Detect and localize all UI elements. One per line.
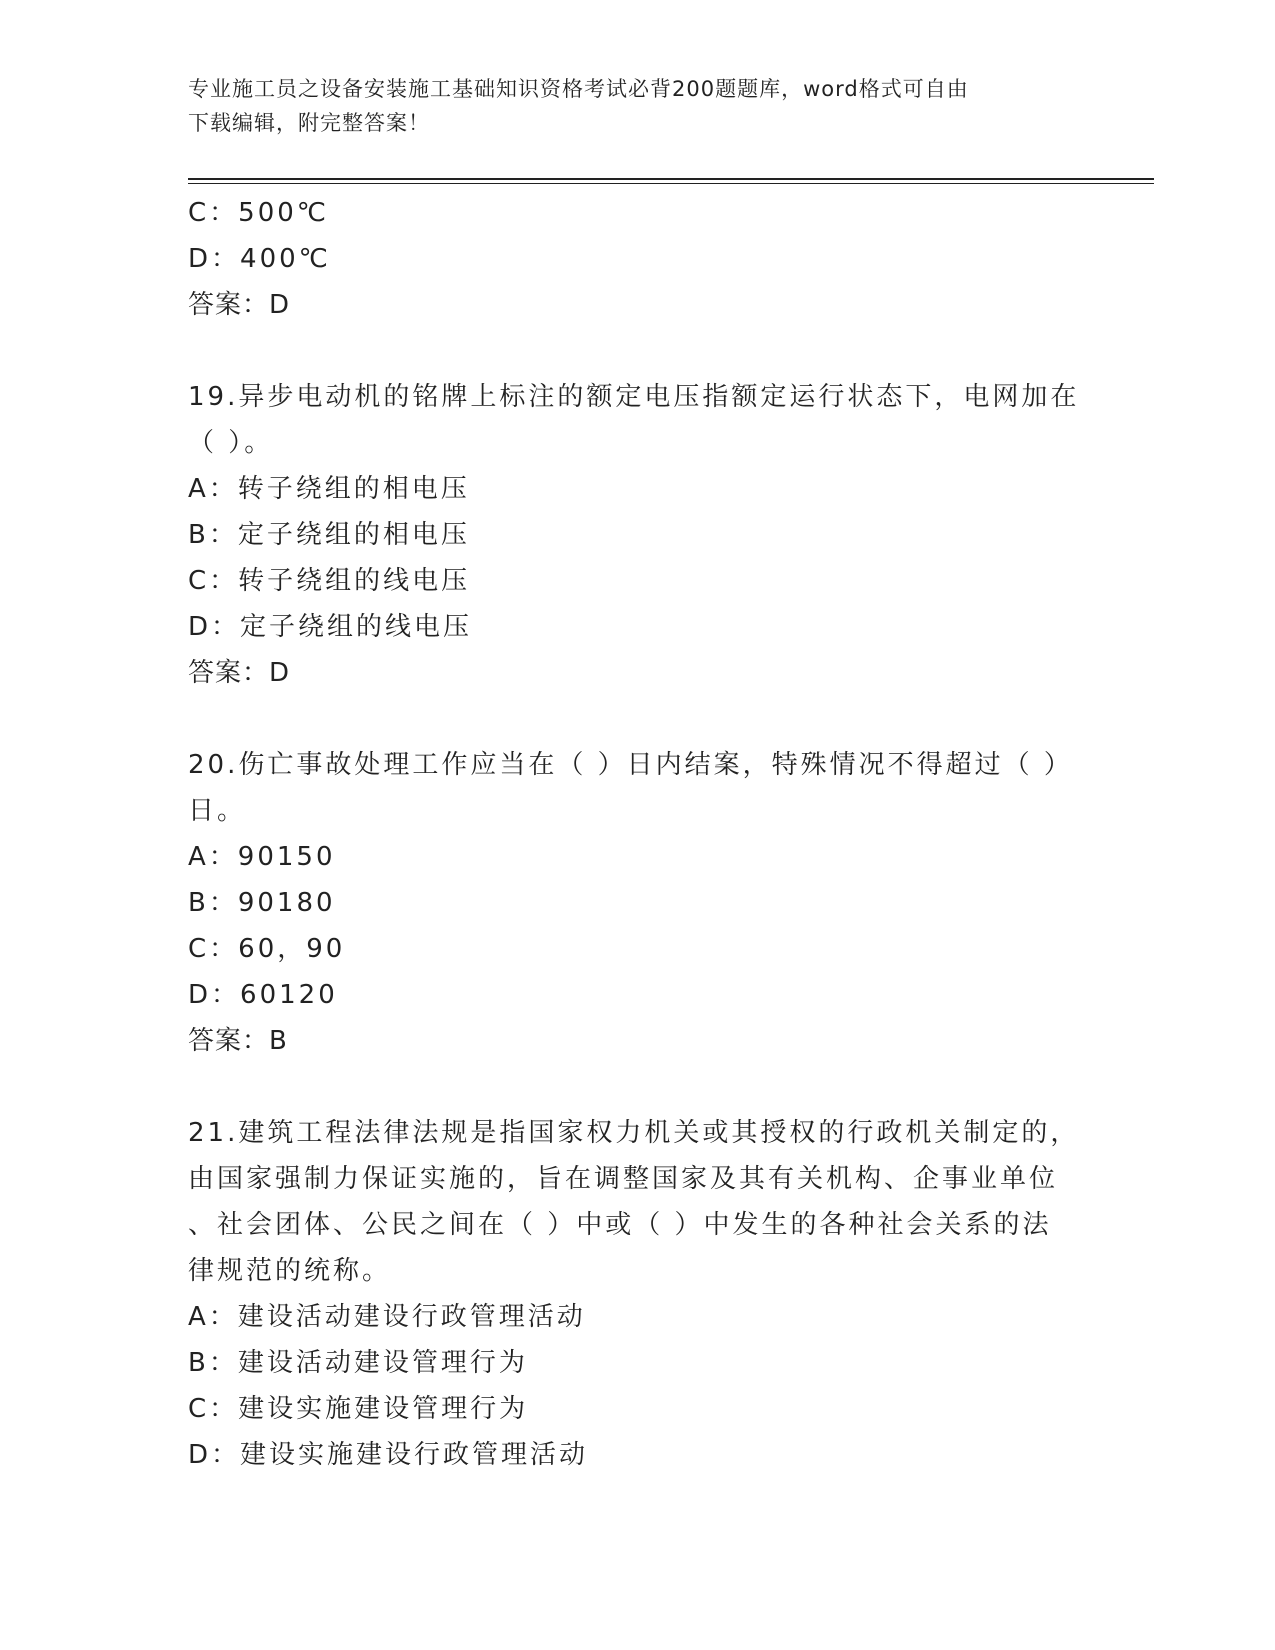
option-c: C：500℃ xyxy=(188,198,329,228)
question-text-line: 由国家强制力保证实施的，旨在调整国家及其有关机构、企事业单位 xyxy=(188,1164,1059,1194)
spacer xyxy=(188,328,1088,374)
option-b: B：建设活动建设管理行为 xyxy=(188,1348,528,1378)
question-text-line: 21.建筑工程法律法规是指国家权力机关或其授权的行政机关制定的， xyxy=(188,1118,1080,1148)
question-19 xyxy=(188,374,1088,696)
header-divider-thin xyxy=(188,183,1154,184)
option-a: A：转子绕组的相电压 xyxy=(188,474,470,504)
option-d: D：定子绕组的线电压 xyxy=(188,612,473,642)
option-a: A：建设活动建设行政管理活动 xyxy=(188,1302,586,1332)
option-d: D：400℃ xyxy=(188,244,331,274)
option-c: C：60，90 xyxy=(188,934,346,964)
option-d: D：建设实施建设行政管理活动 xyxy=(188,1440,589,1470)
option-c: C：转子绕组的线电压 xyxy=(188,566,471,596)
answer: 答案：B xyxy=(188,1026,288,1056)
option-d: D：60120 xyxy=(188,980,338,1010)
question-text-line: 律规范的统称。 xyxy=(188,1256,392,1286)
option-b: B：定子绕组的相电压 xyxy=(188,520,470,550)
question-text-line: 日。 xyxy=(188,796,247,826)
answer: 答案：D xyxy=(188,658,291,688)
question-text-line: 20.伤亡事故处理工作应当在（ ）日内结案，特殊情况不得超过（ ） xyxy=(188,750,1073,780)
option-b: B：90180 xyxy=(188,888,336,918)
document-content xyxy=(188,190,1088,1478)
document-header xyxy=(188,72,1088,140)
question-20 xyxy=(188,742,1088,1064)
question-text-line: 、社会团体、公民之间在（ ）中或（ ）中发生的各种社会关系的法 xyxy=(188,1210,1052,1240)
spacer xyxy=(188,1064,1088,1110)
header-line-2: 下载编辑，附完整答案！ xyxy=(188,111,430,135)
header-divider-thick xyxy=(188,178,1154,180)
answer: 答案：D xyxy=(188,290,291,320)
question-18-tail xyxy=(188,190,1088,328)
option-c: C：建设实施建设管理行为 xyxy=(188,1394,529,1424)
option-a: A：90150 xyxy=(188,842,336,872)
question-21 xyxy=(188,1110,1088,1478)
spacer xyxy=(188,696,1088,742)
question-text-line: （ ）。 xyxy=(188,428,274,458)
question-text-line: 19.异步电动机的铭牌上标注的额定电压指额定运行状态下，电网加在 xyxy=(188,382,1080,412)
header-line-1: 专业施工员之设备安装施工基础知识资格考试必背200题题库，word格式可自由 xyxy=(188,77,969,101)
